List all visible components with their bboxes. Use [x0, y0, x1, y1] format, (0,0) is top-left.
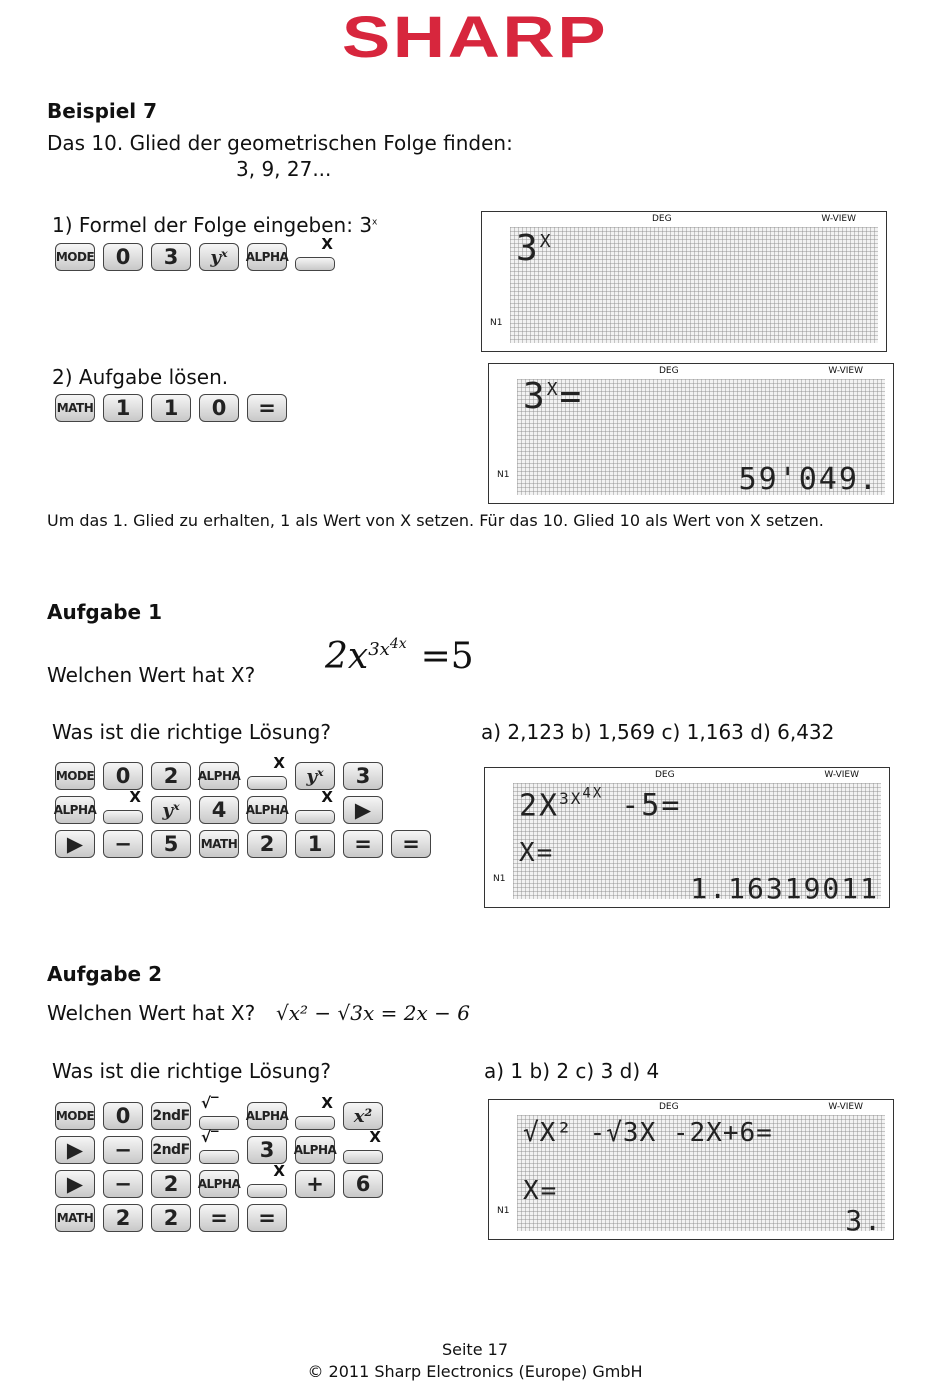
- key-4[interactable]: 4: [199, 794, 241, 824]
- right-arrow-key[interactable]: ▶: [343, 794, 385, 824]
- aufgabe2-equation: √x² − √3x = 2x − 6: [276, 1001, 470, 1025]
- display-3: DEG W-VIEW N1 $2X^{3X^{4X}}$ -5= X= 1.16319011: [484, 767, 890, 908]
- display-4-line2: X=: [523, 1176, 559, 1206]
- right-arrow-key[interactable]: ▶: [55, 828, 97, 858]
- aufgabe2-prompt: Was ist die richtige Lösung?: [52, 1059, 331, 1083]
- display-3-line1: $2X^{3X^{4X}}$ -5=: [519, 786, 682, 824]
- key-2[interactable]: 2: [247, 828, 289, 858]
- power-key[interactable]: yˣ: [151, 794, 193, 824]
- aufgabe1-prompt: Was ist die richtige Lösung?: [52, 720, 331, 744]
- x-key[interactable]: X: [247, 1168, 289, 1198]
- power-key[interactable]: yˣ: [295, 760, 337, 790]
- step2-label: 2) Aufgabe lösen.: [52, 365, 229, 389]
- sharp-logo: SHARP: [341, 5, 609, 70]
- display-2-result: 59'049.: [738, 462, 879, 497]
- minus-key[interactable]: −: [103, 1134, 145, 1164]
- aufgabe2-keys: [55, 1094, 385, 1232]
- key-2[interactable]: 2: [151, 1202, 193, 1232]
- display-1-line1: $3^X$: [516, 228, 553, 269]
- square-key[interactable]: x²: [343, 1100, 385, 1130]
- right-arrow-key[interactable]: ▶: [55, 1168, 97, 1198]
- alpha-key[interactable]: ALPHA: [295, 1134, 337, 1164]
- mode-key[interactable]: MODE: [55, 1100, 97, 1130]
- display-3-line2: X=: [519, 838, 555, 868]
- aufgabe2-options: a) 1 b) 2 c) 3 d) 4: [484, 1059, 660, 1083]
- aufgabe1-options: a) 2,123 b) 1,569 c) 1,163 d) 6,432: [481, 720, 835, 744]
- math-key[interactable]: MATH: [55, 1202, 97, 1232]
- key-0[interactable]: 0: [103, 1100, 145, 1130]
- aufgabe2-heading: Aufgabe 2: [47, 962, 162, 986]
- x-key[interactable]: X: [247, 760, 289, 790]
- mode-key[interactable]: MODE: [55, 760, 97, 790]
- equals-key[interactable]: =: [343, 828, 385, 858]
- x-key[interactable]: X: [295, 241, 337, 271]
- key-1[interactable]: 1: [295, 828, 337, 858]
- aufgabe1-equation: $2x^{3x^{4x}} =5$: [325, 636, 474, 677]
- sqrt-key[interactable]: √‾: [199, 1100, 241, 1130]
- display-2: DEG W-VIEW N1 $3^X=$ 59'049.: [488, 363, 894, 504]
- equals-key[interactable]: =: [247, 1202, 289, 1232]
- alpha-key[interactable]: ALPHA: [247, 1100, 289, 1130]
- key-3[interactable]: 3: [343, 760, 385, 790]
- copyright: © 2011 Sharp Electronics (Europe) GmbH: [307, 1362, 643, 1381]
- aufgabe1-question: Welchen Wert hat X?: [47, 663, 256, 687]
- beispiel7-sequence: 3, 9, 27...: [236, 157, 332, 181]
- key-0[interactable]: 0: [103, 760, 145, 790]
- key-2[interactable]: 2: [103, 1202, 145, 1232]
- page-number: Seite 17: [441, 1340, 508, 1359]
- power-key[interactable]: yˣ: [199, 241, 241, 271]
- beispiel7-intro: Das 10. Glied der geometrischen Folge finden:: [47, 131, 513, 155]
- x-key[interactable]: X: [295, 794, 337, 824]
- equals-key[interactable]: =: [247, 392, 289, 422]
- key-1[interactable]: 1: [103, 392, 145, 422]
- aufgabe1-keys: [53, 754, 433, 858]
- aufgabe1-heading: Aufgabe 1: [47, 600, 162, 624]
- minus-key[interactable]: −: [103, 828, 145, 858]
- display-2-line1: $3^X=$: [523, 376, 584, 417]
- second-function-key[interactable]: 2ndF: [151, 1100, 193, 1130]
- mode-key[interactable]: MODE: [55, 241, 97, 271]
- key-0[interactable]: 0: [103, 241, 145, 271]
- key-1[interactable]: 1: [151, 392, 193, 422]
- right-arrow-key[interactable]: ▶: [55, 1134, 97, 1164]
- sqrt-key[interactable]: √‾: [199, 1134, 241, 1164]
- key-3[interactable]: 3: [151, 241, 193, 271]
- key-6[interactable]: 6: [343, 1168, 385, 1198]
- alpha-key[interactable]: ALPHA: [55, 794, 97, 824]
- alpha-key[interactable]: ALPHA: [247, 794, 289, 824]
- key-2[interactable]: 2: [151, 760, 193, 790]
- display-4: DEG W-VIEW N1 √X² -√3X -2X+6= X= 3.: [488, 1099, 894, 1240]
- beispiel7-note: Um das 1. Glied zu erhalten, 1 als Wert von X setzen. Für das 10. Glied 10 als Wert von X setzen.: [47, 511, 824, 530]
- alpha-key[interactable]: ALPHA: [247, 241, 289, 271]
- step2-keys: [55, 392, 289, 422]
- x-key[interactable]: X: [103, 794, 145, 824]
- equals-key[interactable]: =: [391, 828, 433, 858]
- second-function-key[interactable]: 2ndF: [151, 1134, 193, 1164]
- alpha-key[interactable]: ALPHA: [199, 760, 241, 790]
- equals-key[interactable]: =: [199, 1202, 241, 1232]
- key-3[interactable]: 3: [247, 1134, 289, 1164]
- beispiel7-heading: Beispiel 7: [47, 99, 158, 123]
- x-key[interactable]: X: [343, 1134, 385, 1164]
- minus-key[interactable]: −: [103, 1168, 145, 1198]
- x-key[interactable]: X: [295, 1100, 337, 1130]
- key-0[interactable]: 0: [199, 392, 241, 422]
- display-4-line1: √X² -√3X -2X+6=: [523, 1118, 773, 1148]
- step1-keys: [55, 235, 337, 271]
- math-key[interactable]: MATH: [199, 828, 241, 858]
- display-4-result: 3.: [845, 1204, 883, 1237]
- math-key[interactable]: MATH: [55, 392, 97, 422]
- footer: [0, 1339, 950, 1383]
- plus-key[interactable]: +: [295, 1168, 337, 1198]
- alpha-key[interactable]: ALPHA: [199, 1168, 241, 1198]
- display-1: DEG W-VIEW N1 $3^X$: [481, 211, 887, 352]
- aufgabe2-question: Welchen Wert hat X?: [47, 1001, 256, 1025]
- key-5[interactable]: 5: [151, 828, 193, 858]
- step1-label: 1) Formel der Folge eingeben: 3$^x$: [52, 213, 378, 237]
- key-2[interactable]: 2: [151, 1168, 193, 1198]
- display-3-result: 1.16319011: [690, 872, 879, 905]
